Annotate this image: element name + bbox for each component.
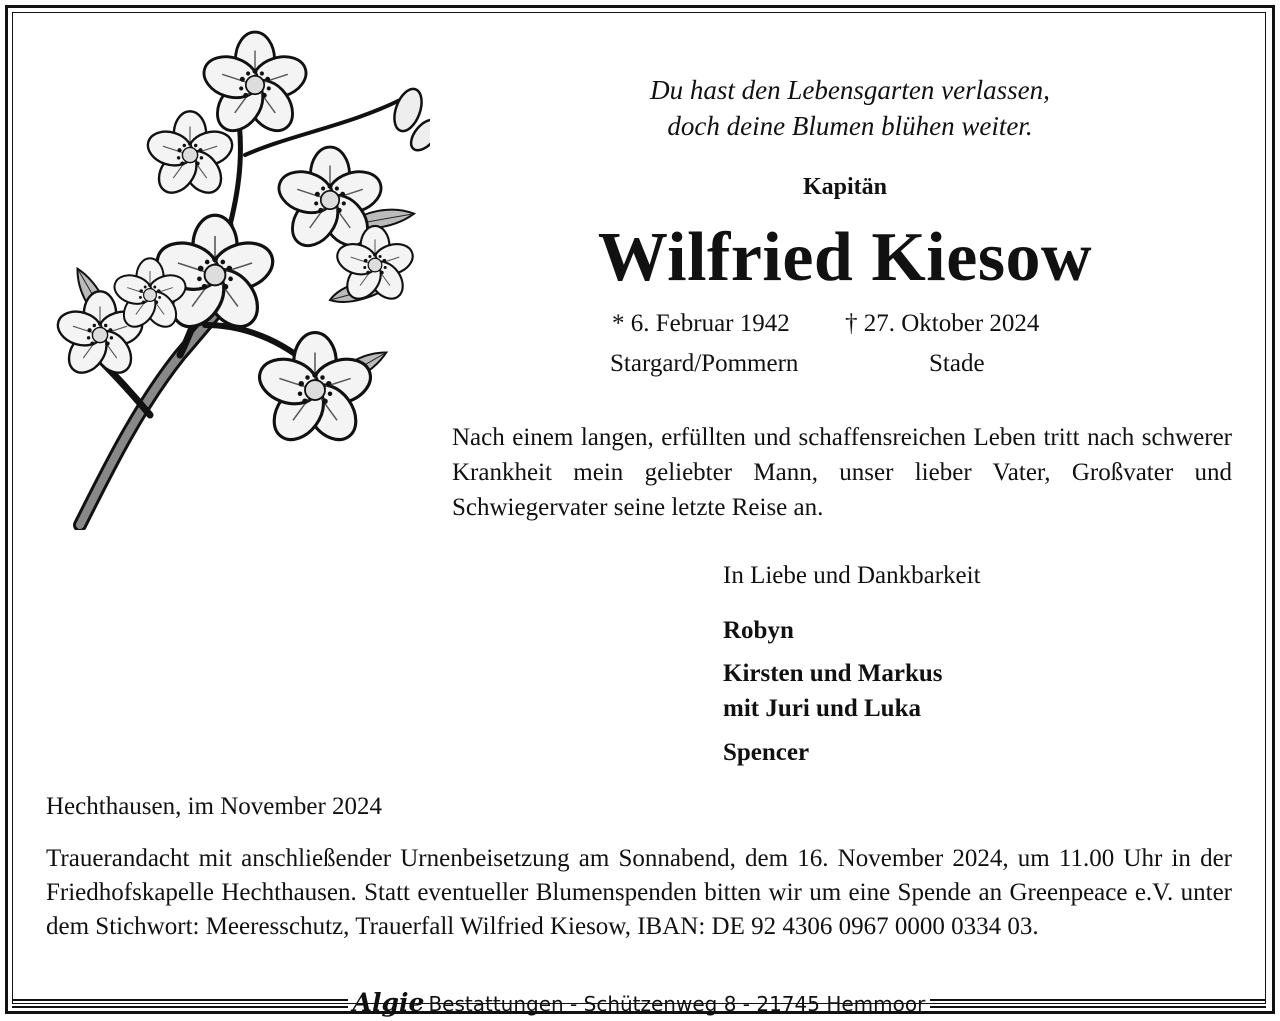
mourner-name: mit Juri und Luka xyxy=(723,695,921,722)
footer-rule-left xyxy=(12,999,348,1008)
motto-line-2: doch deine Blumen blühen weiter. xyxy=(667,111,1033,141)
footer-rule-right xyxy=(930,999,1266,1008)
mourner-name: Robyn xyxy=(723,617,794,644)
birth-date: * 6. Februar 1942 xyxy=(612,310,790,337)
footer-imprint xyxy=(348,987,931,1017)
mourners-greeting: In Liebe und Dankbarkeit xyxy=(723,562,981,589)
death-place: Stade xyxy=(929,350,985,377)
announcement-text: Nach einem langen, erfüllten und schaffensreichen Leben tritt nach schwerer Krankheit mein geliebter Mann, unser lieber Vater, Großvater und Schwiegervater seine letzte Reise an. xyxy=(452,424,1232,521)
service-details: Trauerandacht mit anschließender Urnenbeisetzung am Sonnabend, dem 16. November 2024, um 11.00 Uhr in der Friedhofskapelle Hechthausen. Statt eventueller Blumenspenden bitten wir um eine Spende an Greenpeace e.V. unter dem Stichwort: Meeresschutz, Trauerfall Wilfried Kiesow, IBAN: DE 92 4306 0967 0000 0334 03. xyxy=(46,845,1232,940)
motto-line-1: Du hast den Lebensgarten verlassen, xyxy=(650,75,1050,105)
mourner-name: Spencer xyxy=(723,739,810,766)
birth-place: Stargard/Pommern xyxy=(610,350,799,377)
cherry-blossom-icon xyxy=(30,25,430,530)
motto-verse xyxy=(540,72,1160,144)
funeral-home-logo: Algie xyxy=(352,987,425,1017)
deceased-name: Wilfried Kiesow xyxy=(597,219,1093,296)
deceased-title: Kapitän xyxy=(802,174,888,200)
death-date: † 27. Oktober 2024 xyxy=(845,310,1040,337)
footer-bar xyxy=(12,987,1266,1017)
mourner-name: Kirsten und Markus xyxy=(723,660,943,687)
footer-address: Bestattungen - Schützenweg 8 - 21745 Hemmoor xyxy=(428,991,926,1016)
place-date: Hechthausen, im November 2024 xyxy=(46,793,383,820)
